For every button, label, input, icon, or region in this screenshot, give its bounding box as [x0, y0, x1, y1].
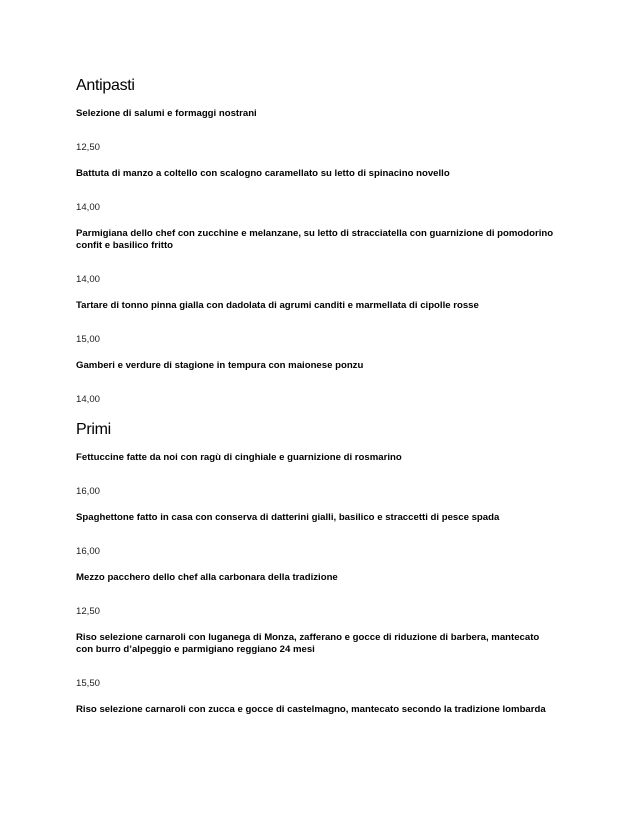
- menu-item-name: Riso selezione carnaroli con zucca e gocce di castelmagno, mantecato secondo la tradizione lombarda: [76, 704, 546, 715]
- menu-item-price: 15,50: [76, 678, 101, 689]
- menu-item-price: 15,00: [76, 334, 101, 345]
- menu-item-name: Gamberi e verdure di stagione in tempura con maionese ponzu: [76, 360, 364, 371]
- menu-item-name: Mezzo pacchero dello chef alla carbonara della tradizione: [76, 572, 338, 583]
- menu-item-price: 14,00: [76, 202, 101, 213]
- section-title: Primi: [76, 421, 111, 438]
- menu-item-name: Riso selezione carnaroli con luganega di Monza, zafferano e gocce di riduzione di barbera, mantecato con burro d’alpeggio e parmigiano reggiano 24 mesi: [76, 632, 540, 655]
- menu-item-price: 12,50: [76, 142, 101, 153]
- menu-item-name: Spaghettone fatto in casa con conserva di datterini gialli, basilico e straccetti di pesce spada: [76, 512, 500, 523]
- menu-item-name: Selezione di salumi e formaggi nostrani: [76, 108, 257, 119]
- menu-item-name: Tartare di tonno pinna gialla con dadolata di agrumi canditi e marmellata di cipolle rosse: [76, 300, 479, 311]
- menu-item-price: 14,00: [76, 394, 101, 405]
- menu-item-name: Parmigiana dello chef con zucchine e melanzane, su letto di stracciatella con guarnizione di pomodorino confit e basilico fritto: [76, 228, 554, 251]
- section-title: Antipasti: [76, 77, 135, 94]
- menu-item-name: Fettuccine fatte da noi con ragù di cinghiale e guarnizione di rosmarino: [76, 452, 402, 463]
- menu-item-price: 14,00: [76, 274, 101, 285]
- menu-item-price: 16,00: [76, 486, 101, 497]
- menu-item-price: 12,50: [76, 606, 101, 617]
- menu-document: [76, 76, 556, 738]
- menu-item-name: Battuta di manzo a coltello con scalogno caramellato su letto di spinacino novello: [76, 168, 450, 179]
- menu-item-price: 16,00: [76, 546, 101, 557]
